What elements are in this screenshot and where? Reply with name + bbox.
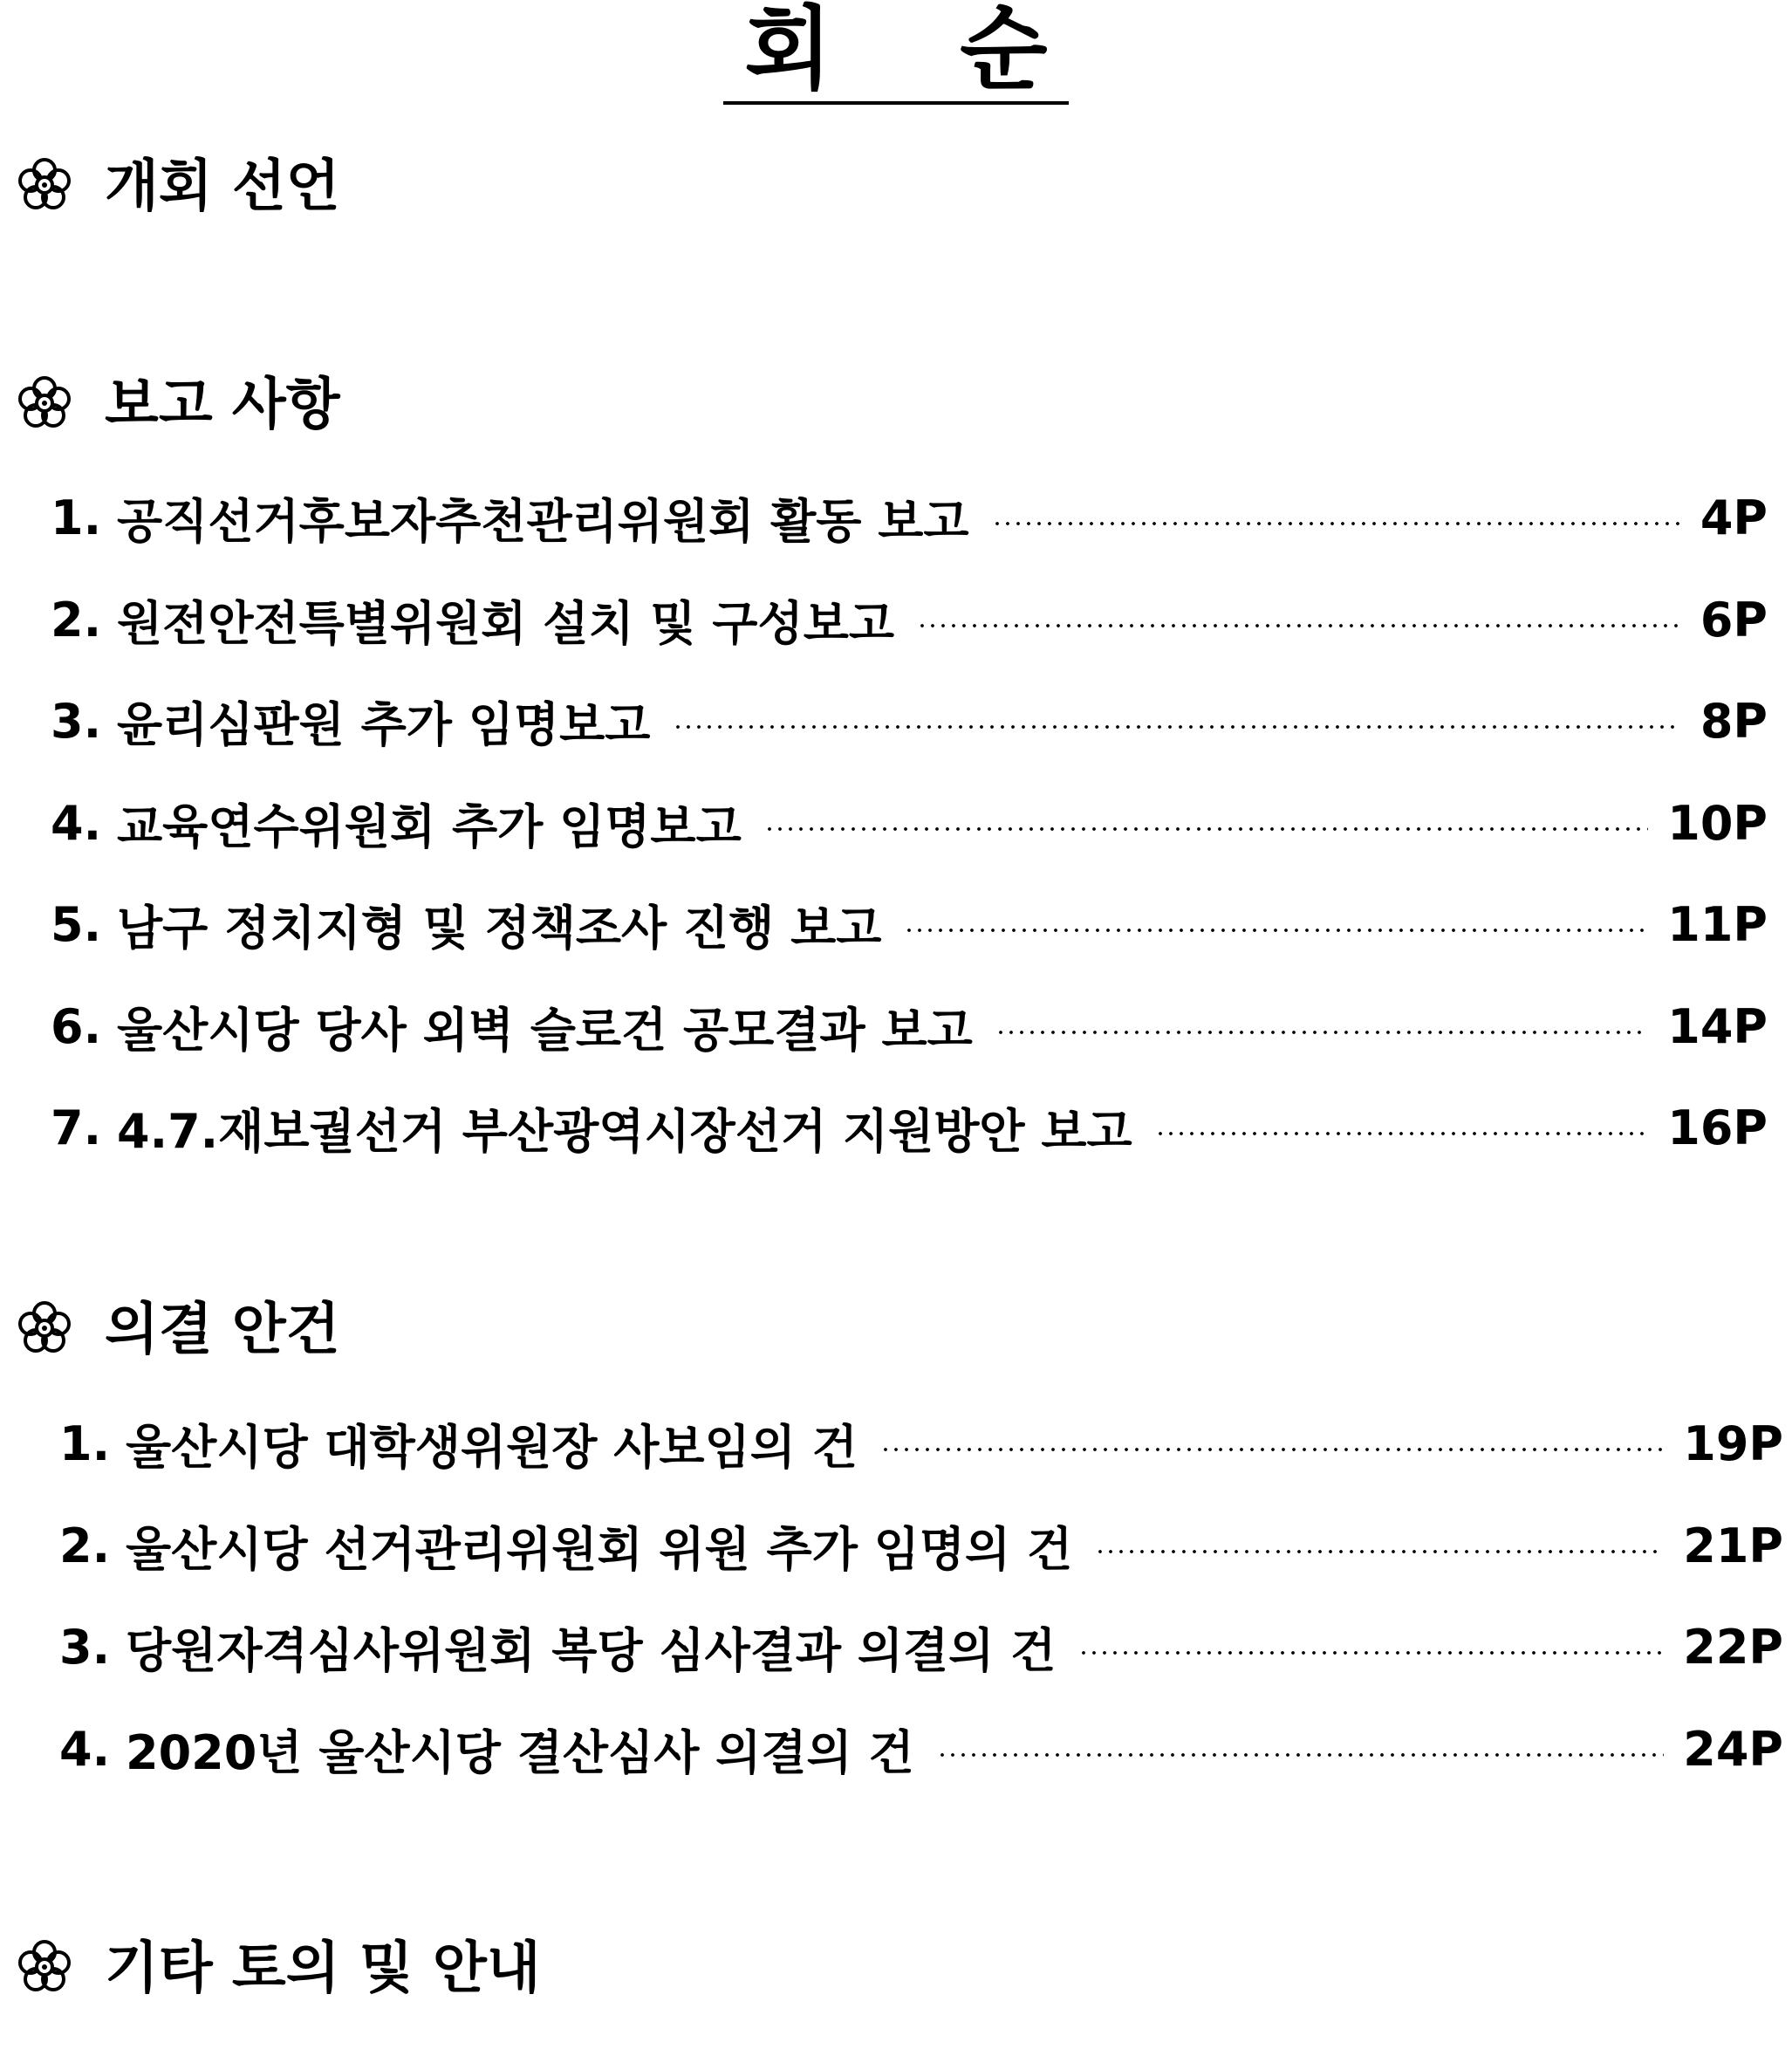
item-number: 1. (59, 1415, 111, 1471)
item-page: 6P (1700, 592, 1768, 648)
dot-leader (995, 1030, 1648, 1035)
section-heading-opening (16, 152, 340, 222)
section-heading-resolutions (16, 1295, 340, 1365)
item-number: 3. (59, 1619, 111, 1675)
item-number: 3. (51, 693, 102, 749)
item-number: 7. (51, 1100, 102, 1155)
item-label: 당원자격심사위원회 복당 심사결과 의결의 건 (126, 1622, 1057, 1678)
flower-icon (16, 1299, 73, 1357)
item-label: 공직선거후보자추천관리위원회 활동 보고 (117, 493, 969, 549)
item-label: 2020년 울산시당 결산심사 의결의 건 (126, 1724, 914, 1780)
item-page: 14P (1667, 998, 1768, 1054)
section-heading-reports (16, 370, 340, 440)
report-item (51, 891, 1768, 957)
dot-leader (673, 724, 1680, 730)
item-page: 8P (1700, 693, 1768, 749)
item-label: 울산시당 대학생위원장 사보임의 건 (126, 1419, 858, 1475)
item-number: 4. (59, 1721, 111, 1777)
flower-icon (16, 156, 73, 214)
dot-leader (764, 826, 1649, 832)
section-heading-text: 의결 안건 (105, 1298, 340, 1362)
item-page: 16P (1667, 1100, 1768, 1155)
section-heading-text: 보고 사항 (105, 373, 340, 437)
dot-leader (917, 623, 1681, 628)
item-page: 19P (1683, 1415, 1783, 1471)
dot-leader (1155, 1131, 1649, 1136)
item-number: 4. (51, 795, 102, 851)
item-page: 24P (1683, 1721, 1783, 1777)
dot-leader (937, 1752, 1665, 1758)
item-number: 2. (51, 592, 102, 648)
report-item (51, 993, 1768, 1059)
item-label: 4.7.재보궐선거 부산광역시장선거 지원방안 보고 (117, 1103, 1132, 1159)
dot-leader (1078, 1650, 1664, 1655)
item-label: 원전안전특별위원회 설치 및 구성보고 (117, 595, 895, 651)
item-page: 22P (1683, 1619, 1783, 1675)
report-item (51, 1094, 1768, 1161)
item-page: 10P (1667, 795, 1768, 851)
dot-leader (880, 1447, 1664, 1452)
dot-leader (904, 928, 1648, 933)
report-item (51, 484, 1768, 551)
report-item (51, 688, 1768, 754)
item-label: 울산시당 선거관리위원회 위원 추가 임명의 건 (126, 1521, 1073, 1577)
resolution-item (59, 1512, 1783, 1579)
resolution-item (59, 1716, 1783, 1782)
item-label: 남구 정치지형 및 정책조사 진행 보고 (117, 900, 882, 956)
item-page: 21P (1683, 1518, 1783, 1573)
item-number: 2. (59, 1518, 111, 1573)
item-number: 1. (51, 490, 102, 545)
section-heading-text: 기타 토의 및 안내 (105, 1936, 541, 2001)
section-heading-other (16, 1934, 541, 2004)
report-item (51, 586, 1768, 653)
item-label: 윤리심판원 추가 임명보고 (117, 696, 651, 752)
flower-icon (16, 1938, 73, 1996)
item-page: 11P (1667, 896, 1768, 952)
flower-icon (16, 374, 73, 432)
page-title-text: 회 순 (723, 0, 1068, 105)
item-label: 울산시당 당사 외벽 슬로건 공모결과 보고 (117, 1002, 973, 1058)
resolution-item (59, 1614, 1783, 1680)
dot-leader (1095, 1549, 1664, 1554)
dot-leader (992, 521, 1681, 526)
item-number: 5. (51, 896, 102, 952)
item-label: 교육연수위원회 추가 임명보고 (117, 798, 742, 854)
resolution-item (59, 1410, 1783, 1477)
report-item (51, 790, 1768, 856)
item-number: 6. (51, 998, 102, 1054)
page-title (0, 0, 1792, 112)
section-heading-text: 개회 선언 (105, 154, 340, 219)
item-page: 4P (1700, 490, 1768, 545)
